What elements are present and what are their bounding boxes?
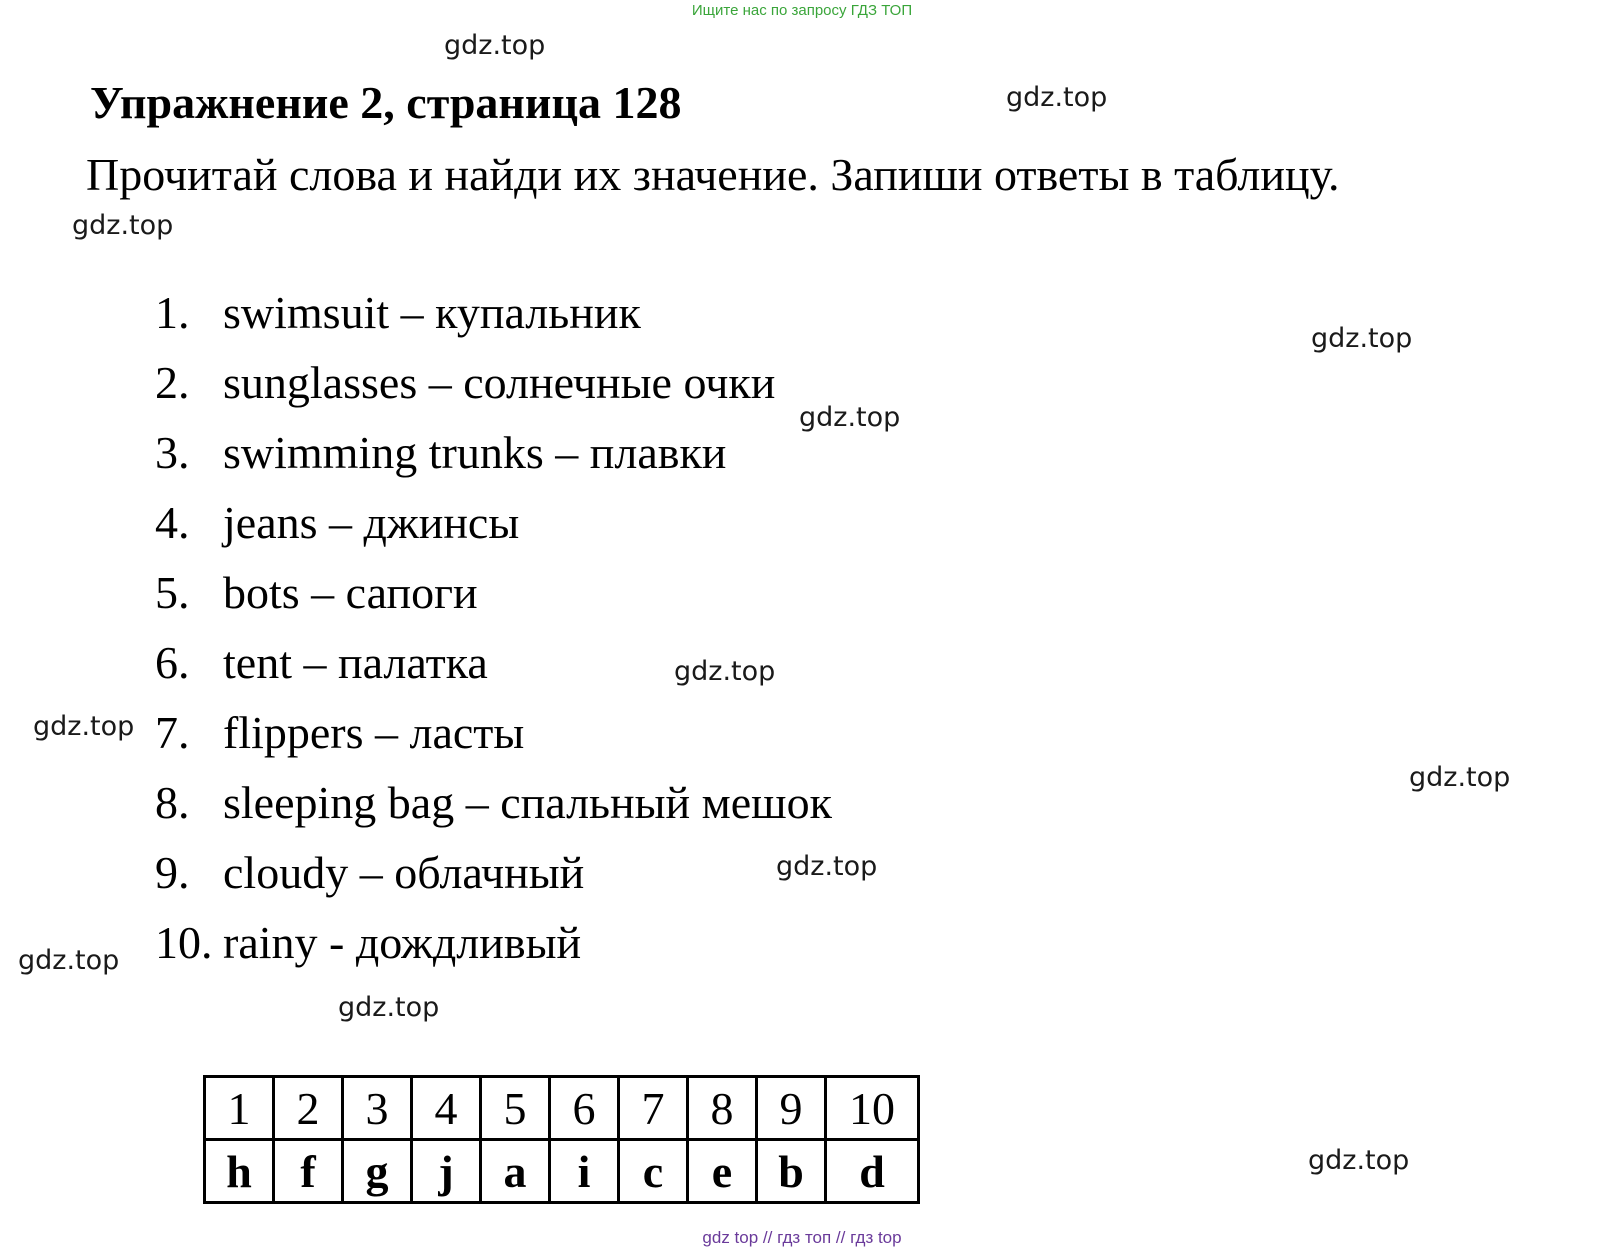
- item-number: 5.: [155, 567, 190, 618]
- watermark: gdz.top: [776, 851, 878, 882]
- item-text: flippers – ласты: [223, 707, 525, 758]
- item-number: 8.: [155, 777, 190, 828]
- table-cell: 1: [205, 1077, 274, 1140]
- list-item: [155, 285, 832, 355]
- item-text: swimsuit – купальник: [223, 287, 641, 338]
- item-text: tent – палатка: [223, 637, 488, 688]
- list-item: [155, 355, 832, 425]
- list-item: [155, 775, 832, 845]
- top-banner[interactable]: Ищите нас по запросу ГДЗ ТОП: [691, 2, 913, 19]
- watermark: gdz.top: [1308, 1145, 1410, 1176]
- task-instruction: Прочитай слова и найди их значение. Запиши ответы в таблицу.: [86, 149, 1340, 200]
- table-cell: 10: [826, 1077, 919, 1140]
- table-cell: 2: [274, 1077, 343, 1140]
- table-row: [205, 1140, 919, 1203]
- watermark: gdz.top: [674, 656, 776, 687]
- item-text: swimming trunks – плавки: [223, 427, 727, 478]
- item-number: 10.: [155, 917, 213, 968]
- table-cell: h: [205, 1140, 274, 1203]
- list-item: [155, 845, 832, 915]
- watermark: gdz.top: [33, 711, 135, 742]
- watermark: gdz.top: [799, 402, 901, 433]
- table-cell: i: [550, 1140, 619, 1203]
- item-number: 6.: [155, 637, 190, 688]
- item-text: rainy - дождливый: [223, 917, 582, 968]
- table-cell: 8: [688, 1077, 757, 1140]
- watermark: gdz.top: [444, 30, 546, 61]
- table-cell: a: [481, 1140, 550, 1203]
- table-cell: b: [757, 1140, 826, 1203]
- list-item: [155, 565, 832, 635]
- item-text: sunglasses – солнечные очки: [223, 357, 776, 408]
- table-cell: 4: [412, 1077, 481, 1140]
- table-cell: 9: [757, 1077, 826, 1140]
- watermark: gdz.top: [1409, 762, 1511, 793]
- watermark: gdz.top: [1006, 82, 1108, 113]
- table-cell: 3: [343, 1077, 412, 1140]
- table-cell: c: [619, 1140, 688, 1203]
- item-text: bots – сапоги: [223, 567, 478, 618]
- item-text: cloudy – облачный: [223, 847, 585, 898]
- item-text: sleeping bag – спальный мешок: [223, 777, 832, 828]
- table-cell: e: [688, 1140, 757, 1203]
- item-text: jeans – джинсы: [223, 497, 520, 548]
- item-number: 7.: [155, 707, 190, 758]
- table-cell: j: [412, 1140, 481, 1203]
- watermark: gdz.top: [1311, 323, 1413, 354]
- list-item: [155, 495, 832, 565]
- exercise-title: Упражнение 2, страница 128: [90, 77, 682, 128]
- watermark: gdz.top: [72, 210, 174, 241]
- footer-links[interactable]: gdz top // гдз топ // гдз top: [702, 1228, 902, 1247]
- item-number: 2.: [155, 357, 190, 408]
- table-cell: f: [274, 1140, 343, 1203]
- table-cell: d: [826, 1140, 919, 1203]
- item-number: 1.: [155, 287, 190, 338]
- item-number: 9.: [155, 847, 190, 898]
- table-cell: 7: [619, 1077, 688, 1140]
- table-row: [205, 1077, 919, 1140]
- watermark: gdz.top: [338, 992, 440, 1023]
- answer-table: [203, 1075, 920, 1204]
- watermark: gdz.top: [18, 945, 120, 976]
- list-item: [155, 705, 832, 775]
- table-cell: 6: [550, 1077, 619, 1140]
- table-cell: 5: [481, 1077, 550, 1140]
- list-item: [155, 425, 832, 495]
- item-number: 4.: [155, 497, 190, 548]
- table-cell: g: [343, 1140, 412, 1203]
- item-number: 3.: [155, 427, 190, 478]
- word-list: [155, 285, 832, 985]
- list-item: [155, 915, 832, 985]
- list-item: [155, 635, 832, 705]
